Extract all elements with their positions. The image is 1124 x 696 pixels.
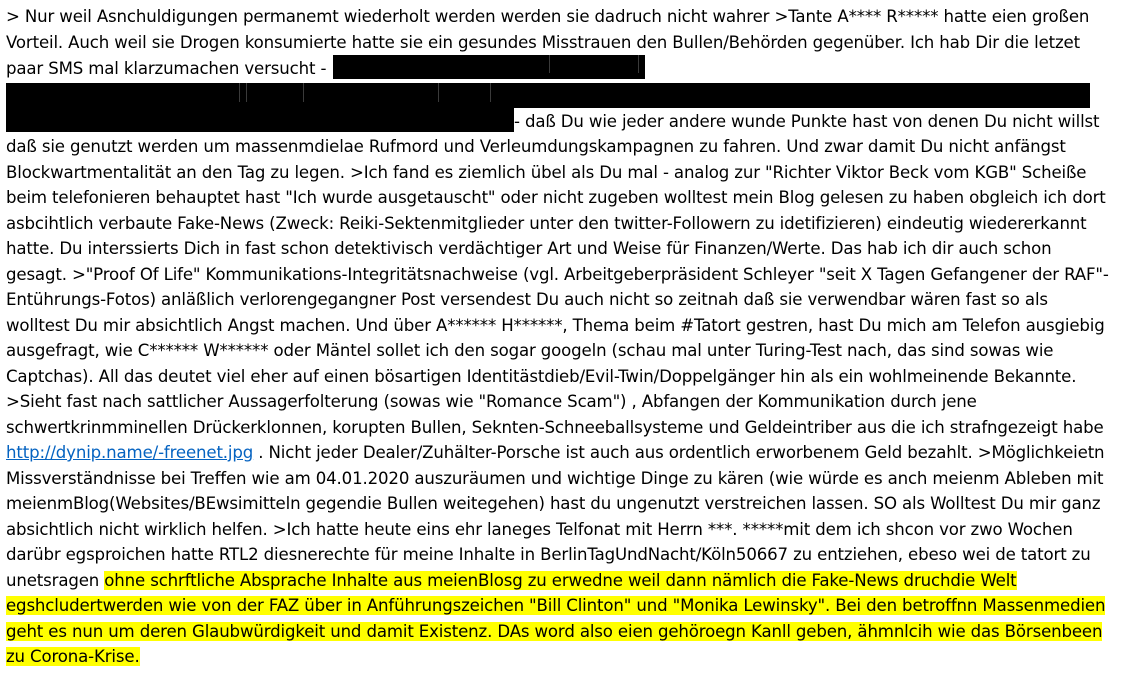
paragraph: [6, 4, 1114, 670]
text-segment-2: - daß Du wie jeder andere wunde Punkte hast von denen Du nicht willst daß sie genutzt werden um massenmdielae Rufmord und Verleumdungskampagnen zu fahren. Und zwar damit Du nicht anfängst Blockwartmentalität an den Tag zu legen. >Ich fand es ziemlich übel als Du mal - analog zur "Richter Viktor Beck vom KGB" Scheiße beim telefonieren behauptet hast "Ich wurde ausgetauscht" oder nicht zugeben wolltest mein Blog gelesen zu haben obgleich ich dort asbcihtlich verbaute Fake-News (Zweck: Reiki-Sektenmitglieder unter den twitter-Followern zu idetifizieren) eindeutig wiedererkannt hatte. Du interssierts Dich in fast schon detektivisch verdächtiger Art und Weise für Finanzen/Werte. Das hab ich dir auch schon gesagt. >"Proof Of Life" Kommunikations-Integritätsnachweise (vgl. Arbeitgeberpräsident Schleyer "seit X Tagen Gefangener der RAF"-Entührungs-Fotos) anläßlich verlorengegangner Post versendest Du auch nicht so zeitnah daß sie verwendbar wären fast so als wolltest Du mir absichtlich Angst machen. Und über A****** H******, Thema beim #Tatort gestren, hast Du mich am Telefon ausgiebig ausgefragt, wie C****** W****** oder Mäntel sollet ich den sogar googeln (schau mal unter Turing-Test nach, das sind sowas wie Captchas). All das deutet viel eher auf einen bösartigen Identitästdieb/Evil-Twin/Doppelgänger hin als ein wohlmeinende Bekannte. >Sieht fast nach sattlicher Aussagerfolterung (sowas wie "Romance Scam") , Abfangen der Kommunikation durch jene schwertkrinmminellen Drückerklonnen, korupten Bullen, Seknten-Schneeballsysteme und Geldeintriber aus die ich strafngezeigt habe: [6, 111, 1109, 437]
redaction-bar-2: [6, 108, 514, 132]
redaction-block: [6, 83, 1090, 108]
redaction-bar: [333, 55, 645, 79]
document-body: [6, 4, 1114, 670]
text-segment-1: > Nur weil Asnchuldigungen permanemt wiederholt werden werden sie dadruch nicht wahrer >Tante A**** R***** hatte eien großen Vorteil. Auch weil sie Drogen konsumierte hatte sie ein gesundes Misstrauen den Bullen/Behörden gegenüber. Ich hab Dir die letzet paar SMS mal klarzumachen versucht -: [6, 7, 1090, 78]
freenet-link[interactable]: http://dynip.name/-freenet.jpg: [6, 443, 254, 462]
highlighted-text: ohne schrftliche Absprache Inhalte aus meienBlosg zu erwedne weil dann nämlich die Fake-News druchdie Welt egshcludertwerden wie von der FAZ über in Anführungszeichen "Bill Clinton" und "Monika Lewinsky". Bei den betroffnn Massenmedien geht es nun um deren Glaubwürdigkeit und damit Existenz. DAs word also eien gehöroegn Kanll geben, ähmnlcih wie das Börsenbeen zu Corona-Krise.: [6, 570, 1106, 666]
text-segment-3: . Nicht jeder Dealer/Zuhälter-Porsche ist auch aus ordentlich erworbenem Geld bezahlt. >Möglichkeietn Missverständnisse bei Treffen wie am 04.01.2020 auszuräumen und wichtige Dinge zu kären (wie würde es anch meienm Ableben mit meienmBlog(Websites/BEwsimitteln gegendie Bullen weitegehen) hast du ungenutzt verstreichen lassen. SO als Wolltest Du mir ganz absichtlich nicht wirklich helfen. >Ich hatte heute eins ehr laneges Telfonat mit Herrn ***. *****mit dem ich shcon vor zwo Wochen darübr egsproichen hatte RTL2 diesnerechte für meine Inhalte in BerlinTagUndNacht/Köln50667 zu entziehen, ebeso wei de tatort zu unetsragen: [6, 443, 1105, 590]
